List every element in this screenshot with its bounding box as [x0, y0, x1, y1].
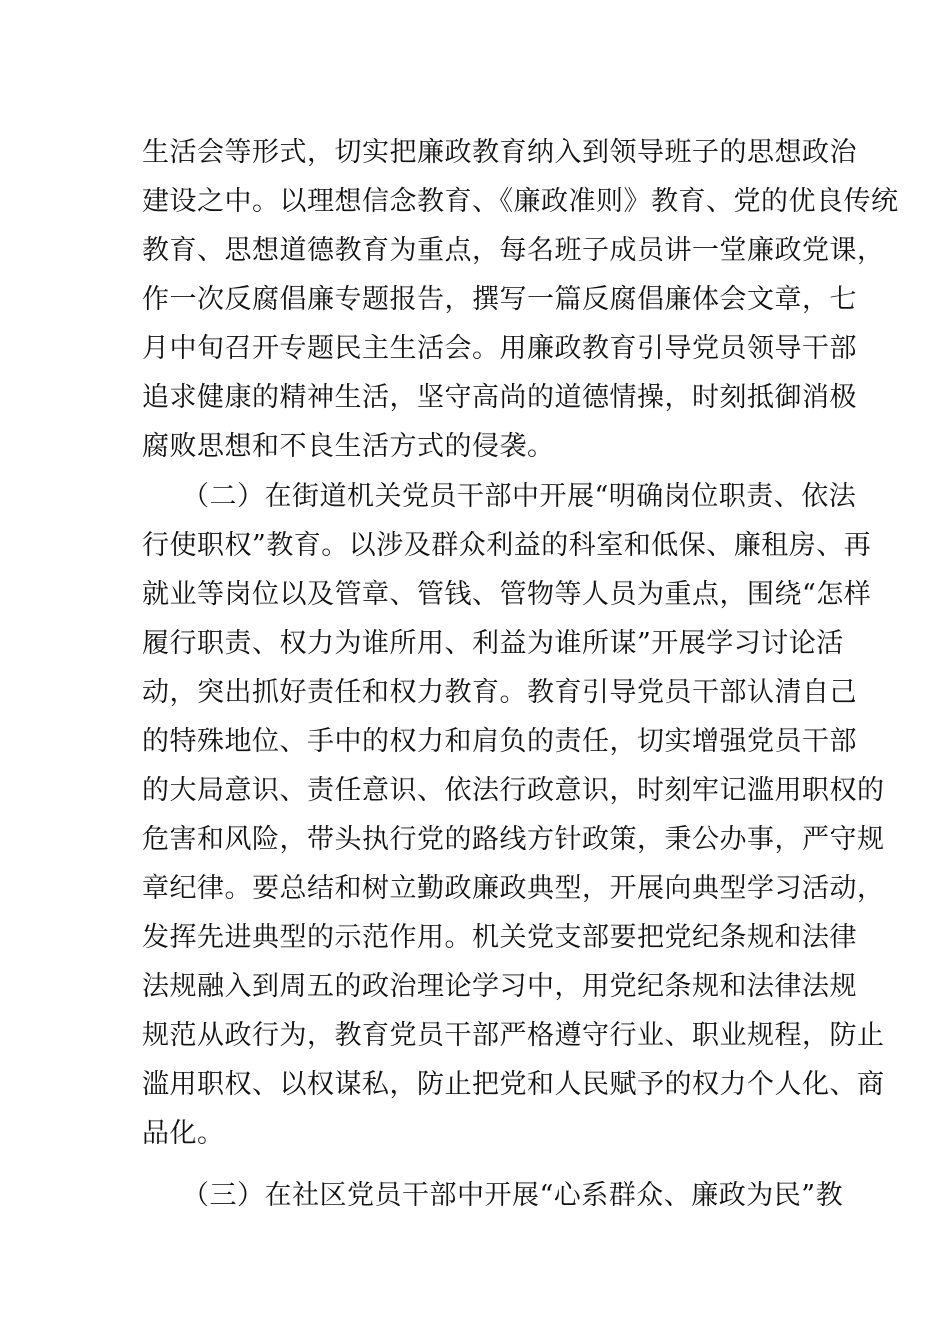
- paragraph-line: 滥用职权、以权谋私，防止把党和人民赋予的权力个人化、商: [142, 1069, 885, 1100]
- paragraph-line: 建设之中。以理想信念教育、《廉政准则》教育、党的优良传统: [142, 186, 899, 217]
- paragraph-line: 就业等岗位以及管章、管钱、管物等人员为重点，围绕“怎样: [142, 579, 872, 610]
- paragraph-3: [142, 1171, 844, 1220]
- paragraph-line: 的特殊地位、手中的权力和肩负的责任，切实增强党员干部: [142, 726, 857, 757]
- paragraph-2: [142, 472, 885, 1158]
- paragraph-line: 规范从政行为，教育党员干部严格遵守行业、职业规程，防止: [142, 1020, 885, 1051]
- paragraph-line: 动，突出抓好责任和权力教育。教育引导党员干部认清自己: [142, 677, 857, 708]
- paragraph-line: 月中旬召开专题民主生活会。用廉政教育引导党员领导干部: [142, 333, 857, 364]
- paragraph-line: 章纪律。要总结和树立勤政廉政典型，开展向典型学习活动，: [142, 873, 885, 904]
- paragraph-line: 作一次反腐倡廉专题报告，撰写一篇反腐倡廉体会文章，七: [142, 284, 857, 315]
- paragraph-line: 腐败思想和不良生活方式的侵袭。: [142, 431, 555, 462]
- paragraph-line: 教育、思想道德教育为重点，每名班子成员讲一堂廉政党课，: [142, 235, 885, 266]
- paragraph-line: 品化。: [142, 1118, 225, 1149]
- paragraph-line: 法规融入到周五的政治理论学习中，用党纪条规和法律法规: [142, 971, 857, 1002]
- paragraph-line: 履行职责、权力为谁所用、利益为谁所谋”开展学习讨论活: [142, 628, 844, 659]
- paragraph-line: （三）在社区党员干部中开展“心系群众、廉政为民”教: [182, 1180, 844, 1211]
- paragraph-1: [142, 128, 899, 471]
- paragraph-line: 的大局意识、责任意识、依法行政意识，时刻牢记滥用职权的: [142, 775, 885, 806]
- paragraph-line: 行使职权”教育。以涉及群众利益的科室和低保、廉租房、再: [142, 530, 872, 561]
- paragraph-line: 发挥先进典型的示范作用。机关党支部要把党纪条规和法律: [142, 922, 857, 953]
- paragraph-line: 危害和风险，带头执行党的路线方针政策，秉公办事，严守规: [142, 824, 885, 855]
- paragraph-line: 追求健康的精神生活，坚守高尚的道德情操，时刻抵御消极: [142, 382, 857, 413]
- paragraph-line: （二）在街道机关党员干部中开展“明确岗位职责、依法: [182, 481, 857, 512]
- paragraph-line: 生活会等形式，切实把廉政教育纳入到领导班子的思想政治: [142, 137, 857, 168]
